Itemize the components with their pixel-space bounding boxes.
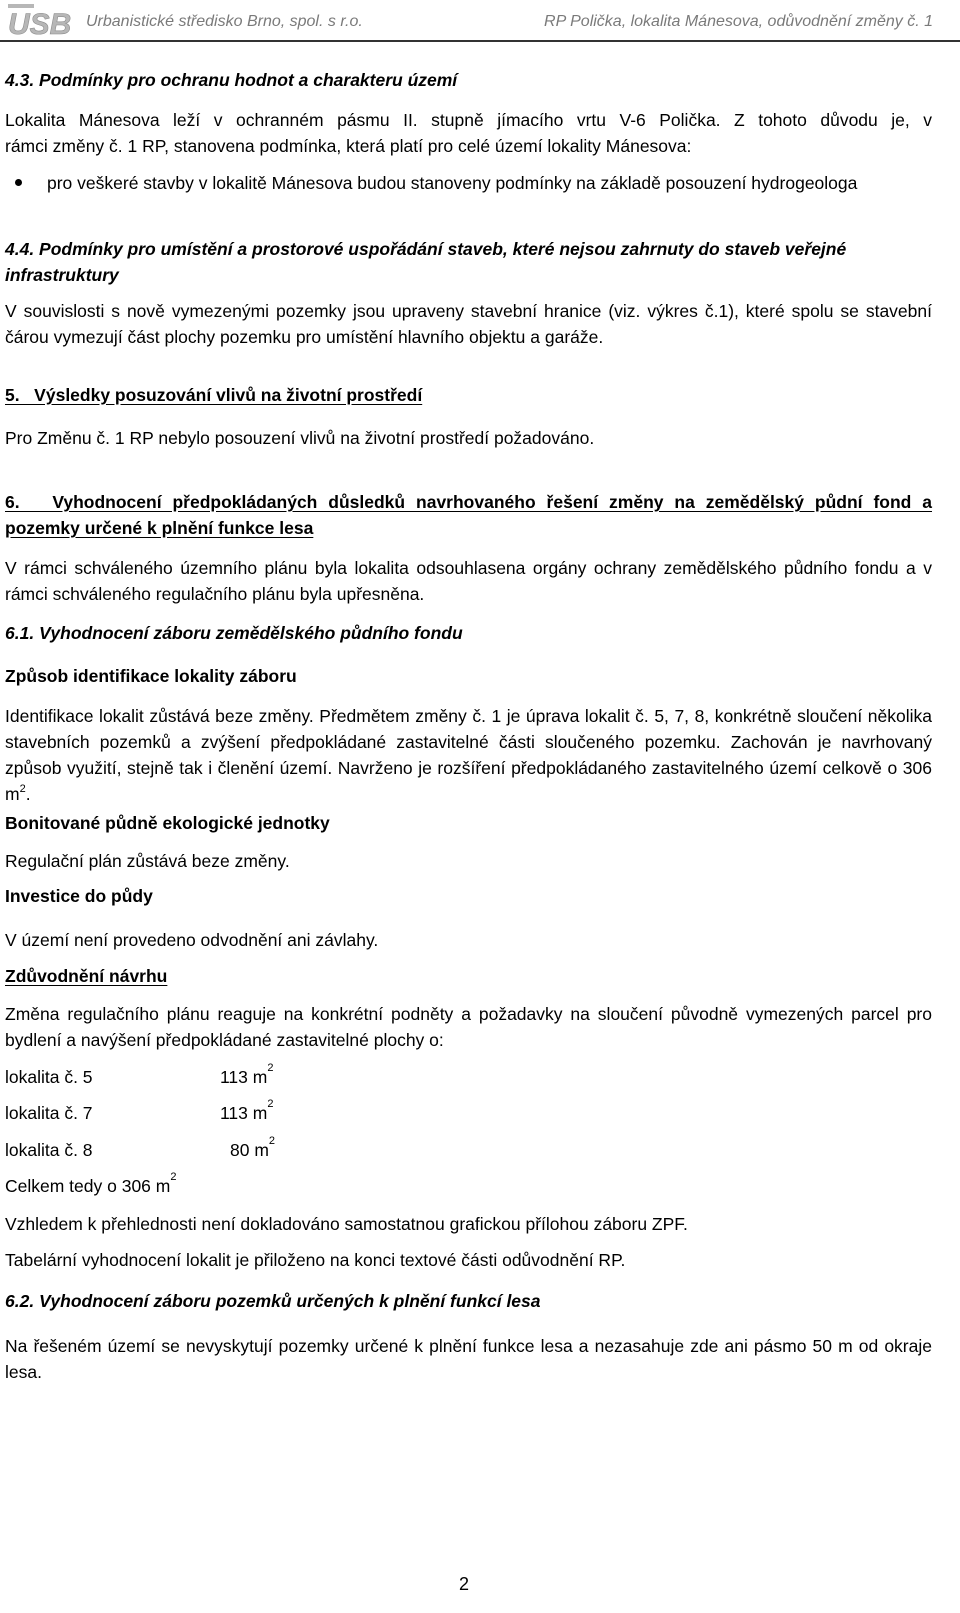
bullet-text: pro veškeré stavby v lokalitě Mánesova budou stanoveny podmínky na základě posouzení hydrogeologa bbox=[47, 173, 858, 193]
header-document-title: RP Polička, lokalita Mánesova, odůvodnění změny č. 1 bbox=[544, 13, 933, 30]
page-header bbox=[0, 0, 960, 48]
lokalita-value: 80 $m^2$ bbox=[230, 1135, 276, 1160]
identifikace-text-end: . bbox=[25, 784, 31, 804]
section-6-text: V rámci schváleného územního plánu byla lokalita odsouhlasena orgány ochrany zemědělského půdního fondu a v rámci schváleného regulačního plánu byla upřesněna. bbox=[5, 558, 932, 604]
bonitovane-text: Regulační plán zůstává beze změny. bbox=[5, 851, 290, 871]
section-6-1-heading: 6.1. Vyhodnocení záboru zemědělského půdního fondu bbox=[5, 623, 463, 643]
section-4-4-heading: 4.4. Podmínky pro umístění a prostorové uspořádání staveb, které nejsou zahrnuty do staveb veřejné infrastruktury bbox=[5, 239, 847, 285]
section-4-3-line1: Lokalita Mánesova leží v ochranném pásmu II. stupně jímacího vrtu V-6 Polička. Z tohoto důvodu je, v bbox=[5, 110, 932, 130]
section-6-heading: 6. Vyhodnocení předpokládaných důsledků navrhovaného řešení změny na zemědělský půdní fond a pozemky určené k plnění funkce lesa bbox=[5, 492, 932, 538]
subheading-identifikace: Způsob identifikace lokality záboru bbox=[5, 666, 297, 686]
note-tabelarni: Tabelární vyhodnocení lokalit je přiloženo na konci textové části odůvodnění RP. bbox=[5, 1250, 626, 1270]
zduvodneni-text: Změna regulačního plánu reaguje na konkrétní podněty a požadavky na sloučení původně vymezených parcel pro bydlení a navýšení předpokládané zastavitelné plochy o: bbox=[5, 1004, 932, 1050]
bullet-icon bbox=[15, 179, 22, 186]
celkem-row: Celkem tedy o 306 $m^2$ bbox=[5, 1171, 177, 1196]
section-6-2-heading: 6.2. Vyhodnocení záboru pozemků určených k plnění funkcí lesa bbox=[5, 1291, 541, 1311]
section-4-3-line2: rámci změny č. 1 RP, stanovena podmínka, která platí pro celé území lokality Mánesova: bbox=[5, 136, 692, 156]
subheading-investice: Investice do půdy bbox=[5, 886, 153, 906]
section-5-text: Pro Změnu č. 1 RP nebylo posouzení vlivů na životní prostředí požadováno. bbox=[5, 428, 595, 448]
section-6-2-text: Na řešeném území se nevyskytují pozemky určené k plnění funkce lesa a nezasahuje zde ani pásmo 50 m od okraje lesa. bbox=[5, 1336, 932, 1382]
identifikace-text-body: Identifikace lokalit zůstává beze změny. Předmětem změny č. 1 je úprava lokalit č. 5, 7, 8, konkrétně sloučení několika stavebních pozemků a zvýšení předpokládané zastavitelné části sloučeného pozemku. Zachován je navrhovaný způsob využití, stejně tak i členění území. Navrženo je rozšíření předpokládaného zastavitelného území celkově o 306 m bbox=[5, 706, 932, 804]
section-4-3-heading: 4.3. Podmínky pro ochranu hodnot a charakteru území bbox=[5, 70, 458, 90]
page-number: 2 bbox=[459, 1574, 470, 1594]
section-5-heading: 5. Výsledky posuzování vlivů na životní prostředí bbox=[5, 385, 423, 405]
section-4-4-text: V souvislosti s nově vymezenými pozemky jsou upraveny stavební hranice (viz. výkres č.1), které spolu se stavební čárou vymezují část plochy pozemku pro umístění hlavního objektu a garáže. bbox=[5, 301, 932, 347]
lokalita-label: lokalita č. 7 bbox=[5, 1103, 93, 1123]
usb-logo-text: USB bbox=[8, 8, 72, 36]
identifikace-text bbox=[5, 703, 932, 807]
usb-logo bbox=[6, 2, 78, 36]
header-company: Urbanistické středisko Brno, spol. s r.o. bbox=[86, 13, 363, 30]
lokalita-label: lokalita č. 8 bbox=[5, 1140, 93, 1160]
lokalita-value: 113 $m^2$ bbox=[220, 1098, 274, 1123]
celkem-text: Celkem tedy o 306 m bbox=[5, 1176, 171, 1196]
investice-text: V území není provedeno odvodnění ani závlahy. bbox=[5, 930, 379, 950]
subheading-zduvodneni: Zdůvodnění návrhu bbox=[5, 966, 168, 986]
section-4-3-bullet bbox=[5, 170, 932, 196]
subheading-bonitovane: Bonitované půdně ekologické jednotky bbox=[5, 813, 330, 833]
superscript-2: 2 bbox=[19, 783, 26, 795]
note-zpf: Vzhledem k přehlednosti není dokladováno samostatnou grafickou přílohou záboru ZPF. bbox=[5, 1214, 688, 1234]
lokalita-value: 113 $m^2$ bbox=[220, 1062, 274, 1087]
lokalita-label: lokalita č. 5 bbox=[5, 1067, 93, 1087]
header-divider bbox=[0, 40, 960, 42]
